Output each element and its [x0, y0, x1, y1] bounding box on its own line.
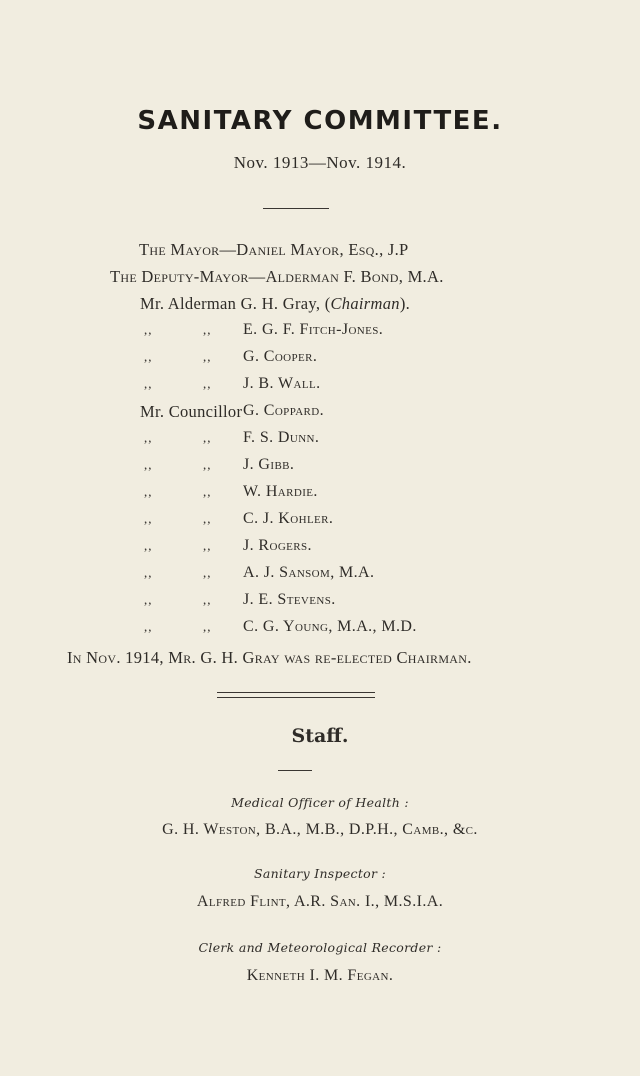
ditto-mark: ,, [144, 619, 153, 634]
short-divider [263, 208, 329, 209]
ditto-mark: ,, [203, 376, 212, 391]
ditto-mark: ,, [203, 457, 212, 472]
ditto-mark: ,, [203, 484, 212, 499]
member-name: J. B. Wall. [243, 375, 321, 392]
inspector-name: Alfred Flint, A.R. San. I., M.S.I.A. [196, 893, 444, 910]
list-item [0, 591, 640, 615]
deputy-mayor-line: The Deputy-Mayor—Alderman F. Bond, M.A. [110, 267, 444, 286]
mayor-line: The Mayor—Daniel Mayor, Esq., J.P [139, 240, 409, 259]
list-item [0, 348, 640, 372]
ditto-mark: ,, [203, 565, 212, 580]
chairman-line [140, 294, 410, 314]
double-divider-bottom [217, 697, 375, 698]
inspector-role: Sanitary Inspector : [253, 866, 387, 881]
member-name: A. J. Sansom, M.A. [243, 564, 375, 581]
staff-heading: Staff. [291, 725, 349, 747]
double-divider-top [217, 692, 375, 693]
member-name: F. S. Dunn. [243, 429, 320, 446]
list-item [0, 456, 640, 480]
member-name: C. G. Young, M.A., M.D. [243, 618, 417, 635]
member-name: J. Rogers. [243, 537, 312, 554]
member-name: C. J. Kohler. [243, 510, 334, 527]
list-item [0, 510, 640, 534]
list-item [0, 564, 640, 588]
list-item [0, 402, 640, 426]
list-item [0, 321, 640, 345]
ditto-mark: ,, [203, 322, 212, 337]
ditto-mark: ,, [144, 322, 153, 337]
list-item [0, 429, 640, 453]
staff-divider [278, 770, 312, 771]
chairman-prefix: Mr. Alderman G. H. Gray, ( [140, 294, 331, 313]
list-item [0, 483, 640, 507]
ditto-mark: ,, [144, 565, 153, 580]
list-item [0, 537, 640, 561]
member-name: G. Coppard. [243, 402, 325, 419]
ditto-mark: ,, [144, 538, 153, 553]
councillor-label: Mr. Councillor [140, 402, 243, 421]
member-name: E. G. F. Fitch-Jones. [243, 321, 384, 338]
list-item [0, 375, 640, 399]
page-title: SANITARY COMMITTEE. [137, 106, 503, 136]
ditto-mark: ,, [203, 511, 212, 526]
ditto-mark: ,, [203, 538, 212, 553]
re-election-note: In Nov. 1914, Mr. G. H. Gray was re-elected Chairman. [67, 648, 472, 667]
medical-officer-role: Medical Officer of Health : [231, 795, 409, 810]
chairman-suffix: ). [399, 294, 411, 313]
ditto-mark: ,, [144, 457, 153, 472]
ditto-mark: ,, [144, 430, 153, 445]
medical-officer-name: G. H. Weston, B.A., M.B., D.P.H., Camb., &c. [162, 821, 478, 838]
list-item [0, 618, 640, 642]
ditto-mark: ,, [144, 376, 153, 391]
ditto-mark: ,, [203, 592, 212, 607]
ditto-mark: ,, [144, 484, 153, 499]
period-subtitle: Nov. 1913—Nov. 1914. [233, 153, 407, 172]
member-name: G. Cooper. [243, 348, 318, 365]
clerk-role: Clerk and Meteorological Recorder : [198, 940, 442, 955]
chairman-role: Chairman [330, 294, 400, 313]
member-name: J. E. Stevens. [243, 591, 336, 608]
ditto-mark: ,, [203, 619, 212, 634]
clerk-name: Kenneth I. M. Fegan. [246, 967, 394, 984]
ditto-mark: ,, [203, 430, 212, 445]
ditto-mark: ,, [144, 592, 153, 607]
ditto-mark: ,, [203, 349, 212, 364]
member-name: J. Gibb. [243, 456, 295, 473]
ditto-mark: ,, [144, 349, 153, 364]
ditto-mark: ,, [144, 511, 153, 526]
member-name: W. Hardie. [243, 483, 318, 500]
